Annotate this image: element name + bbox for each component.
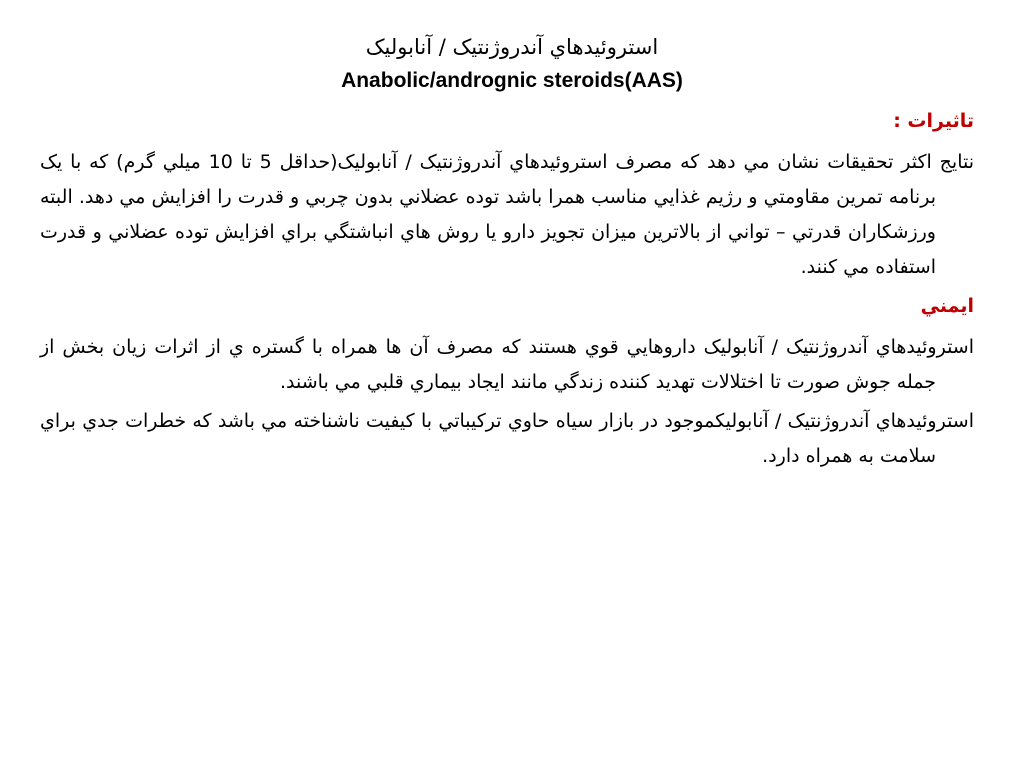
effects-section <box>40 104 974 285</box>
effects-paragraph: نتايج اکثر تحقيقات نشان مي دهد که مصرف استروئيدهاي آندروژنتيک / آنابوليک(حداقل 5 تا 10 ميلي گرم) که با يک برنامه تمرين مقاومتي و رژيم غذايي مناسب همرا باشد توده عضلاني بدون چربي و قدرت را افزايش مي دهد. البته ورزشکاران قدرتي – تواني از بالاترين ميزان تجويز دارو يا روش هاي انباشتگي براي افزايش توده عضلاني و قدرت استفاده مي کنند. <box>40 151 975 278</box>
slide-body <box>40 104 974 478</box>
safety-section <box>40 289 974 474</box>
slide-title-persian: استروئيدهاي آندروژنتيک / آنابوليک <box>365 35 659 59</box>
effects-heading: تاثيرات : <box>893 110 974 132</box>
safety-paragraph-2: استروئيدهاي آندروژنتيک / آنابوليکموجود در بازار سياه حاوي ترکيباتي با کيفيت ناشناخته مي باشد که خطرات جدي براي سلامت به همراه دارد. <box>40 410 974 467</box>
slide-title-english: Anabolic/andrognic steroids(AAS) <box>341 69 683 92</box>
safety-heading: ايمني <box>920 295 974 317</box>
safety-paragraph-1: استروئيدهاي آندروژنتيک / آنابوليک داروهايي قوي هستند که مصرف آن ها همراه با گستره ي از اثرات زيان بخش از جمله جوش صورت تا اختلالات تهديد کننده زندگي مانند ايجاد بيماري قلبي مي باشند. <box>40 336 974 393</box>
